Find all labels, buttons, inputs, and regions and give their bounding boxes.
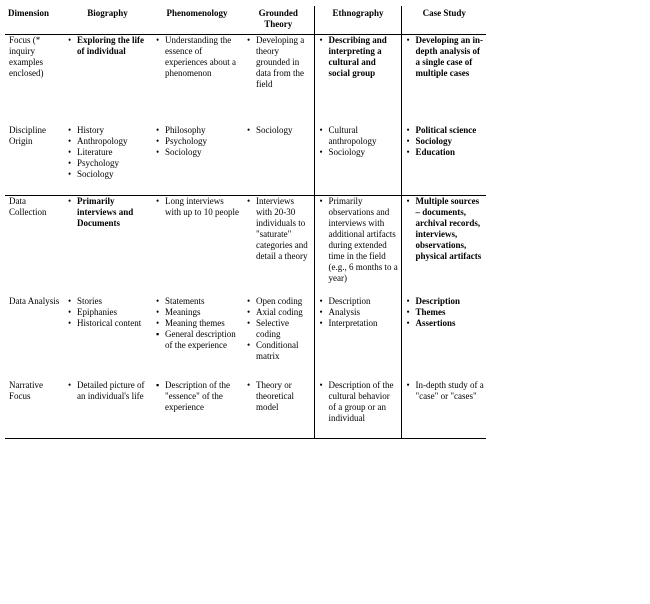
case-study-cell: [401, 380, 486, 439]
list-item-text: Analysis: [328, 307, 360, 317]
list-item: [318, 147, 399, 158]
list-item-text: Meanings: [165, 307, 201, 317]
list-item-text: In-depth study of a "case" or "cases": [415, 380, 484, 401]
list-item-text: Description: [328, 296, 371, 306]
list-item-text: Psychology: [77, 158, 120, 168]
list-item-text: Sociology: [328, 147, 366, 157]
list-item: [318, 125, 399, 147]
list-item-text: Anthropology: [77, 136, 128, 146]
header-dimension: Dimension: [5, 6, 63, 35]
biography-cell: [63, 35, 151, 126]
list-item-text: Assertions: [415, 318, 456, 328]
list-item: [154, 147, 240, 158]
list-item: [245, 318, 312, 340]
list-item: [66, 196, 149, 229]
table-row: [5, 196, 486, 297]
list-item: [154, 307, 240, 318]
case-study-cell: [401, 296, 486, 380]
list-item-text: Primarily interviews and Documents: [77, 196, 134, 228]
bullet-list: [405, 196, 485, 262]
list-item: [405, 125, 485, 136]
list-item-text: Description: [415, 296, 460, 306]
grounded-theory-cell: [242, 196, 314, 297]
list-item-text: Selective coding: [256, 318, 289, 339]
list-item: [405, 147, 485, 158]
bullet-list: [66, 125, 149, 180]
bullet-list: [154, 296, 240, 351]
list-item: [318, 307, 399, 318]
list-item-text: Sociology: [415, 136, 453, 146]
list-item: [245, 340, 312, 362]
list-item: [245, 296, 312, 307]
list-item-text: Meaning themes: [165, 318, 225, 328]
bullet-list: [405, 380, 485, 402]
list-item-text: Literature: [77, 147, 113, 157]
list-item: [154, 318, 240, 329]
table-row: [5, 296, 486, 380]
list-item: [318, 35, 399, 79]
list-item: [66, 35, 149, 57]
list-item-text: Exploring the life of individual: [77, 35, 144, 56]
list-item: [318, 380, 399, 424]
list-item: [154, 136, 240, 147]
list-item: [318, 196, 399, 284]
phenomenology-cell: [151, 380, 242, 439]
list-item: [405, 136, 485, 147]
header-row: [5, 6, 486, 35]
list-item: [245, 380, 312, 413]
list-item: [154, 296, 240, 307]
list-item-text: Sociology: [77, 169, 114, 179]
list-item: [405, 307, 485, 318]
list-item: [405, 318, 485, 329]
list-item: [66, 169, 149, 180]
list-item-text: Axial coding: [256, 307, 303, 317]
list-item-text: Describing and interpreting a cultural and social group: [328, 35, 387, 78]
header-case-study: Case Study: [401, 6, 486, 35]
header-grounded-theory: Grounded Theory: [242, 6, 314, 35]
bullet-list: [154, 125, 240, 158]
list-item-text: Conditional matrix: [256, 340, 299, 361]
list-item-text: Philosophy: [165, 125, 206, 135]
comparison-document: [5, 6, 486, 439]
ethnography-cell: [314, 125, 401, 196]
list-item: [66, 158, 149, 169]
list-item-text: Developing a theory grounded in data from the field: [256, 35, 305, 89]
bullet-list: [245, 296, 312, 362]
bullet-list: [245, 125, 312, 136]
list-item: [154, 125, 240, 136]
list-item: [405, 196, 485, 262]
bullet-list: [154, 35, 240, 79]
phenomenology-cell: [151, 296, 242, 380]
list-item: [245, 307, 312, 318]
list-item: [318, 318, 399, 329]
table-row: [5, 35, 486, 126]
list-item-text: Stories: [77, 296, 103, 306]
list-item-text: Multiple sources – documents, archival records, interviews, observations, physical artifacts: [415, 196, 482, 261]
list-item-text: Cultural anthropology: [328, 125, 377, 146]
list-item-text: Description of the "essence" of the experience: [165, 380, 230, 412]
ethnography-cell: [314, 296, 401, 380]
list-item-text: Historical content: [77, 318, 142, 328]
qualitative-approaches-table: [5, 6, 486, 439]
bullet-list: [245, 196, 312, 262]
bullet-list: [318, 380, 399, 424]
list-item: [154, 35, 240, 79]
list-item-text: Developing an in-depth analysis of a single case of multiple cases: [415, 35, 484, 78]
list-item: [318, 296, 399, 307]
list-item: [245, 196, 312, 262]
phenomenology-cell: [151, 35, 242, 126]
grounded-theory-cell: [242, 35, 314, 126]
header-biography: Biography: [63, 6, 151, 35]
list-item: [66, 136, 149, 147]
grounded-theory-cell: [242, 296, 314, 380]
list-item-text: Open coding: [256, 296, 303, 306]
list-item-text: Understanding the essence of experiences about a phenomenon: [165, 35, 236, 78]
dimension-cell: Narrative Focus: [5, 380, 63, 439]
phenomenology-cell: [151, 125, 242, 196]
bullet-list: [318, 125, 399, 158]
list-item: [154, 329, 240, 351]
list-item: [154, 380, 240, 413]
list-item: [405, 296, 485, 307]
list-item: [66, 296, 149, 307]
bullet-list: [66, 380, 149, 402]
bullet-list: [66, 296, 149, 329]
header-ethnography: Ethnography: [314, 6, 401, 35]
bullet-list: [318, 296, 399, 329]
list-item-text: General description of the experience: [165, 329, 236, 350]
list-item-text: Education: [415, 147, 456, 157]
biography-cell: [63, 196, 151, 297]
list-item-text: Description of the cultural behavior of a group or an individual: [328, 380, 394, 423]
table-row: [5, 380, 486, 439]
dimension-cell: Data Analysis: [9, 296, 60, 306]
list-item-text: Long interviews with up to 10 people: [165, 196, 239, 217]
list-item: [405, 380, 485, 402]
list-item: [154, 196, 240, 218]
phenomenology-cell: [151, 196, 242, 297]
ethnography-cell: [314, 35, 401, 126]
list-item: [66, 125, 149, 136]
case-study-cell: [401, 35, 486, 126]
list-item-text: Interpretation: [328, 318, 378, 328]
ethnography-cell: [314, 380, 401, 439]
list-item-text: Statements: [165, 296, 205, 306]
list-item-text: Epiphanies: [77, 307, 117, 317]
list-item: [66, 380, 149, 402]
bullet-list: [318, 196, 399, 284]
biography-cell: [63, 125, 151, 196]
case-study-cell: [401, 125, 486, 196]
bullet-list: [154, 196, 240, 218]
list-item-text: Primarily observations and interviews with additional artifacts during extended time in the field (e.g., 6 months to a year): [328, 196, 398, 283]
list-item: [245, 125, 312, 136]
list-item-text: Psychology: [165, 136, 208, 146]
bullet-list: [245, 380, 312, 413]
list-item-text: Theory or theoretical model: [256, 380, 294, 412]
bullet-list: [66, 196, 149, 229]
dimension-cell: Data Collection: [5, 196, 63, 297]
bullet-list: [405, 35, 485, 79]
dimension-cell: Discipline Origin: [9, 125, 46, 146]
list-item: [66, 307, 149, 318]
bullet-list: [154, 380, 240, 413]
list-item-text: Interviews with 20-30 individuals to "saturate" categories and detail a theory: [256, 196, 308, 261]
dimension-cell: Focus (* inquiry examples enclosed): [9, 35, 44, 78]
header-phenomenology: Phenomenology: [151, 6, 242, 35]
grounded-theory-cell: [242, 380, 314, 439]
list-item-text: Themes: [415, 307, 446, 317]
table-row: [5, 125, 486, 196]
list-item-text: Sociology: [165, 147, 202, 157]
list-item-text: History: [77, 125, 104, 135]
ethnography-cell: [314, 196, 401, 297]
list-item-text: Detailed picture of an individual's life: [77, 380, 145, 401]
case-study-cell: [401, 196, 486, 297]
bullet-list: [405, 125, 485, 158]
bullet-list: [405, 296, 485, 329]
list-item: [245, 35, 312, 90]
list-item: [405, 35, 485, 79]
list-item-text: Sociology: [256, 125, 293, 135]
biography-cell: [63, 296, 151, 380]
list-item-text: Political science: [415, 125, 477, 135]
bullet-list: [318, 35, 399, 79]
grounded-theory-cell: [242, 125, 314, 196]
list-item: [66, 318, 149, 329]
bullet-list: [245, 35, 312, 90]
bullet-list: [66, 35, 149, 57]
biography-cell: [63, 380, 151, 439]
list-item: [66, 147, 149, 158]
